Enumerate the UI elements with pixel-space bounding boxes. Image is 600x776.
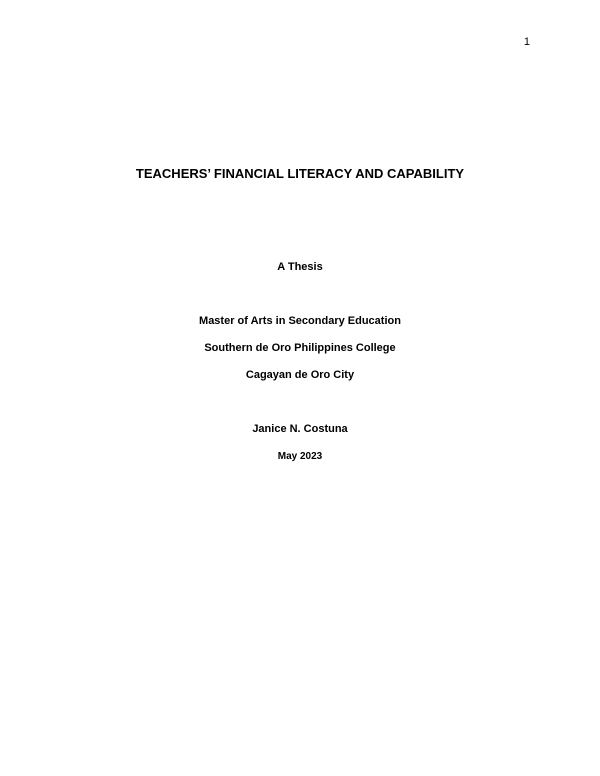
document-type: A Thesis xyxy=(277,261,323,273)
page-number: 1 xyxy=(523,36,530,48)
institution-city: Cagayan de Oro City xyxy=(245,369,355,381)
degree-program: Master of Arts in Secondary Education xyxy=(199,315,401,327)
submission-date: May 2023 xyxy=(277,451,323,462)
institution-name: Southern de Oro Philippines College xyxy=(204,342,396,354)
author-name: Janice N. Costuna xyxy=(252,423,348,435)
thesis-title: TEACHERS’ FINANCIAL LITERACY AND CAPABILITY xyxy=(135,166,465,181)
